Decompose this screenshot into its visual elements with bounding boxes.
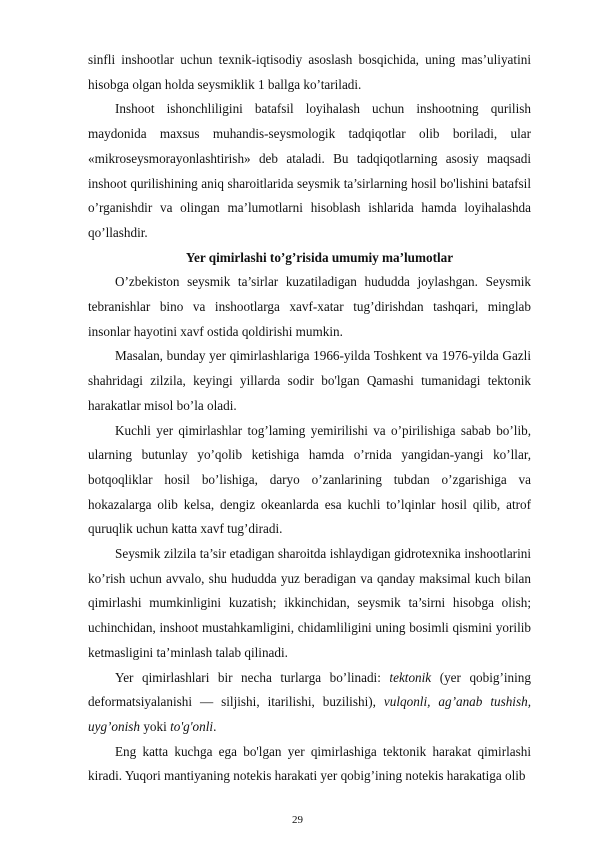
term-volcanic: vulqonli, ag’anab tushish, uyg’onish — [88, 694, 531, 734]
types-end-punct: . — [213, 718, 217, 734]
term-tectonic: tektonik — [389, 669, 432, 685]
paragraph-strong-earthquakes: Kuchli yer qimirlashlar tog’laming yemirilishi va o’pirilishiga sabab bo’lib, ularning butunlay yo’qolib ketishiga hamda o’rnida yangidan-yangi ko’llar, botqoqliklar hosil bo’lishiga, daryo o’zanlarining tubdan o’zgarishiga va hokazalarga olib kelsa, dengiz okeanlarda esa kuchli to’lqinlar hosil qilib, atrof quruqlik uchun katta xavf tug’diradi. — [88, 422, 531, 537]
types-tectonic-desc: (yer qobig’ining deformatsiyalanishi — siljishi, itarilishi, buzilishi), — [88, 669, 531, 710]
page-number: 29 — [292, 814, 303, 826]
paragraph-microseismic: Inshoot ishonchliligini batafsil loyihalash uchun inshootning qurilish maydonida maxsus muhandis-seysmologik tadqiqotlar olib boriladi, ular «mikroseysmorayonlashtirish» deb ataladi. Bu tadqiqotlarning asosiy maqsadi inshoot qurilishining aniq sharoitlarida seysmik ta’sirlarning hosil bo'lishini batafsil o’rganishdir va olingan ma’lumotlarni hisoblash ishlarida hamda loyihalashda qo’llashdir. — [88, 101, 531, 240]
types-intro-text: Yer qimirlashlari bir necha turlarga bo’linadi: — [115, 669, 390, 685]
term-dam: to'g'onli — [170, 718, 214, 734]
paragraph-hydraulic-structures: Seysmik zilzila ta’sir etadigan sharoitda ishlaydigan gidrotexnika inshootlarini ko’rish uchun avvalo, shu hududda yuz beradigan va qanday maksimal kuch bilan qimirlashi mumkinligini kuzatish; ikkinchidan, seysmik ta’sirni hisobga olish; uchinchidan, inshoot mustahkamligini, chidamliligini uning bosimli qismini yorilib ketmasligini ta’minlash talab qilinadi. — [88, 546, 531, 660]
paragraph-continuation: sinfli inshootlar uchun texnik-iqtisodiy asoslash bosqichida, uning mas’uliyatini hisobga olgan holda seysmiklik 1 ballga ko’tariladi. — [88, 52, 531, 92]
paragraph-earthquake-types — [88, 666, 531, 740]
section-heading: Yer qimirlashi to’g’risida umumiy ma’lumotlar — [185, 249, 454, 265]
paragraph-uzbekistan: O’zbekiston seysmik ta’sirlar kuzatiladigan hududda joylashgan. Seysmik tebranishlar bino va inshootlarga xavf-xatar tug’dirishdan tashqari, minglab insonlar hayotini xavf ostida qoldirishi mumkin. — [88, 274, 531, 339]
paragraph-tectonic-strongest: Eng katta kuchga ega bo'lgan yer qimirlashiga tektonik harakat qimirlashi kiradi. Yuqori mantiyaning notekis harakati yer qobig’ining notekis harakatiga olib — [88, 743, 531, 784]
document-body — [88, 48, 531, 789]
types-or-text: yoki — [140, 718, 171, 734]
paragraph-examples: Masalan, bunday yer qimirlashlariga 1966-yilda Toshkent va 1976-yilda Gazli shahridagi zilzila, keyingi yillarda sodir bo'lgan Qamashi tumanidagi tektonik harakatlar misol bo’la oladi. — [88, 348, 531, 413]
